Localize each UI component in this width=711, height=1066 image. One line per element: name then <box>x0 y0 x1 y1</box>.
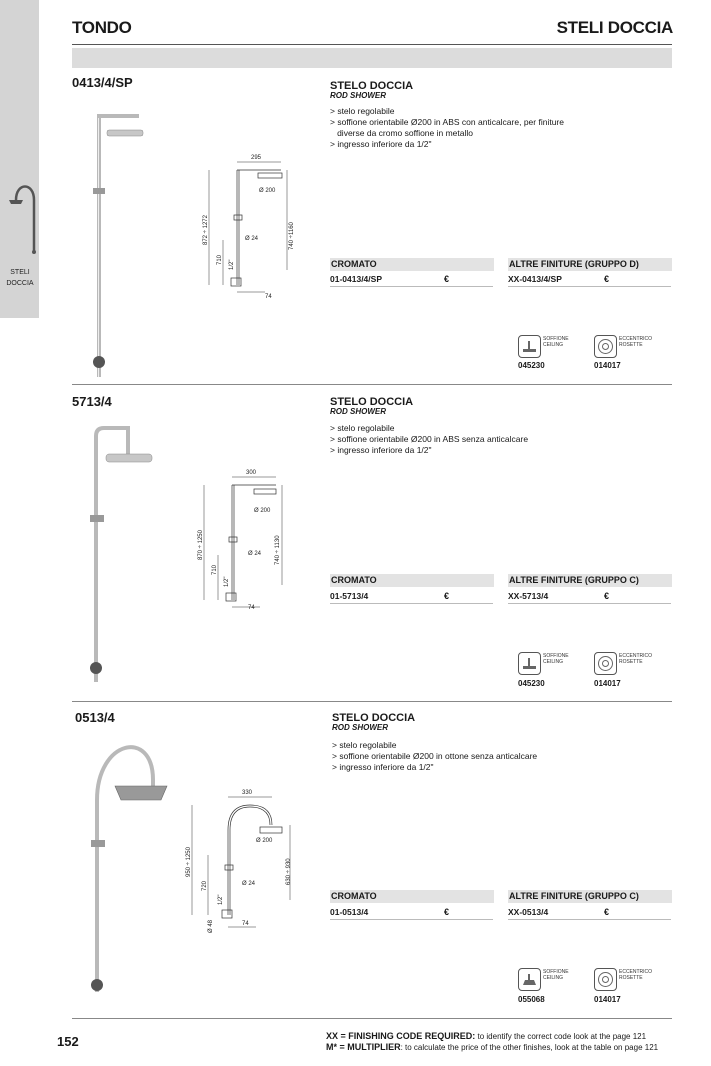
dim-right: 740 ÷ 1130 <box>275 535 281 565</box>
euro-sign: € <box>604 907 610 917</box>
dim-head: Ø 200 <box>256 838 273 844</box>
product-code: 0513/4 <box>75 710 115 725</box>
feature-line: > soffione orientabile Ø200 in ottone senza anticalcare <box>332 751 538 761</box>
product-code: 5713/4 <box>72 394 112 409</box>
chrome-label: CROMATO <box>330 258 494 271</box>
product-photo <box>75 730 175 1000</box>
dim-range: 870 ÷ 1250 <box>198 530 204 560</box>
feature-line: > stelo regolabile <box>330 106 395 116</box>
dim-inlet: 1/2" <box>218 894 224 905</box>
other-code: XX-0413/4/SP <box>508 274 562 284</box>
dim-head: Ø 200 <box>259 188 276 194</box>
feature-line: > stelo regolabile <box>332 740 397 750</box>
dim-head: Ø 200 <box>254 508 271 514</box>
technical-drawing <box>195 150 310 300</box>
dim-inlet: 1/2" <box>224 576 230 587</box>
rosette-icon <box>594 335 617 358</box>
feature-line: diverse da cromo soffione in metallo <box>330 128 473 138</box>
other-code: XX-5713/4 <box>508 591 549 601</box>
dim-right: 630 ÷ 930 <box>286 858 292 885</box>
acc2-label: ECCENTRICO ROSETTE <box>619 336 653 348</box>
product-code: 0413/4/SP <box>72 75 133 90</box>
feature-line: > stelo regolabile <box>330 423 395 433</box>
dim-pipe: Ø 24 <box>245 236 259 242</box>
header-band <box>72 48 672 68</box>
feature-line: > ingresso inferiore da 1/2" <box>330 139 432 149</box>
product-photo <box>78 420 158 690</box>
dim-inlet: 1/2" <box>229 259 235 270</box>
acc2-label: ECCENTRICO ROSETTE <box>619 653 653 665</box>
page-title: TONDO <box>72 18 132 37</box>
product-features <box>332 740 537 773</box>
ceiling-icon <box>518 968 541 991</box>
other-code-row <box>508 273 671 287</box>
acc1-label: SOFFIONE CEILING <box>543 969 569 981</box>
dim-low: 710 <box>217 254 223 265</box>
other-code-row <box>508 590 671 604</box>
product-title: STELO DOCCIA <box>330 80 414 92</box>
product-title: STELO DOCCIA <box>330 396 414 408</box>
section-divider <box>72 701 672 702</box>
technical-drawing <box>190 465 305 615</box>
rosette-icon <box>594 652 617 675</box>
page-number: 152 <box>57 1034 79 1049</box>
euro-sign: € <box>444 591 450 601</box>
acc1-label: SOFFIONE CEILING <box>543 653 569 665</box>
other-code-row <box>508 906 671 920</box>
sidebar-label-1: STELI <box>10 269 30 276</box>
feature-line: > ingresso inferiore da 1/2" <box>330 445 432 455</box>
dim-range: 950 ÷ 1250 <box>186 847 192 877</box>
chrome-code-row <box>330 906 493 920</box>
chrome-code-row <box>330 590 493 604</box>
dim-bottom: 74 <box>248 605 255 611</box>
product-features <box>330 106 564 150</box>
technical-drawing <box>180 785 300 935</box>
acc2-code: 014017 <box>594 995 621 1004</box>
euro-sign: € <box>604 591 610 601</box>
sidebar-shower-icon <box>4 180 38 260</box>
dim-top: 295 <box>251 155 262 161</box>
other-finish-label: ALTRE FINITURE (GRUPPO C) <box>508 574 672 587</box>
acc2-label: ECCENTRICO ROSETTE <box>619 969 653 981</box>
product-title: STELO DOCCIA <box>332 712 416 724</box>
product-subtitle: ROD SHOWER <box>330 407 386 416</box>
section-title: STELI DOCCIA <box>556 18 673 37</box>
ceiling-icon <box>518 652 541 675</box>
dim-range: 872 ÷ 1272 <box>203 215 209 245</box>
ceiling-icon <box>518 335 541 358</box>
euro-sign: € <box>604 274 610 284</box>
acc1-code: 045230 <box>518 361 545 370</box>
dim-low: 710 <box>212 564 218 575</box>
dim-bottom: 74 <box>265 294 272 300</box>
acc1-label: SOFFIONE CEILING <box>543 336 569 348</box>
footer-note-m: M* = MULTIPLIER: to calculate the price of the other finishes, look at the table on page 121 <box>326 1042 659 1052</box>
euro-sign: € <box>444 274 450 284</box>
product-photo <box>85 100 145 385</box>
feature-line: > soffione orientabile Ø200 in ABS senza anticalcare <box>330 434 529 444</box>
sidebar-label-2: DOCCIA <box>6 280 34 287</box>
other-finish-label: ALTRE FINITURE (GRUPPO D) <box>508 258 672 271</box>
chrome-label: CROMATO <box>330 890 494 903</box>
chrome-code-row <box>330 273 493 287</box>
dim-right: 740 ÷1160 <box>289 222 295 250</box>
acc1-code: 055068 <box>518 995 545 1004</box>
product-subtitle: ROD SHOWER <box>330 91 386 100</box>
acc1-code: 045230 <box>518 679 545 688</box>
header-rule <box>72 44 672 45</box>
dim-pipe: Ø 24 <box>242 881 256 887</box>
feature-line: > soffione orientabile Ø200 in ABS con anticalcare, per finiture <box>330 117 564 127</box>
rosette-icon <box>594 968 617 991</box>
dim-pipe: Ø 24 <box>248 551 262 557</box>
other-code: XX-0513/4 <box>508 907 549 917</box>
chrome-label: CROMATO <box>330 574 494 587</box>
dim-base: Ø 48 <box>208 919 214 933</box>
section-divider <box>72 384 672 385</box>
acc2-code: 014017 <box>594 679 621 688</box>
dim-top: 330 <box>242 790 253 796</box>
chrome-code: 01-0413/4/SP <box>330 274 382 284</box>
dim-bottom: 74 <box>242 921 249 927</box>
euro-sign: € <box>444 907 450 917</box>
dim-low: 720 <box>202 880 208 891</box>
dim-top: 300 <box>246 470 257 476</box>
product-features <box>330 423 528 456</box>
chrome-code: 01-5713/4 <box>330 591 369 601</box>
chrome-code: 01-0513/4 <box>330 907 369 917</box>
product-subtitle: ROD SHOWER <box>332 723 388 732</box>
footer-note-xx: XX = FINISHING CODE REQUIRED: to identify the correct code look at the page 121 <box>326 1031 647 1041</box>
feature-line: > ingresso inferiore da 1/2" <box>332 762 434 772</box>
other-finish-label: ALTRE FINITURE (GRUPPO C) <box>508 890 672 903</box>
section-divider <box>72 1018 672 1019</box>
acc2-code: 014017 <box>594 361 621 370</box>
